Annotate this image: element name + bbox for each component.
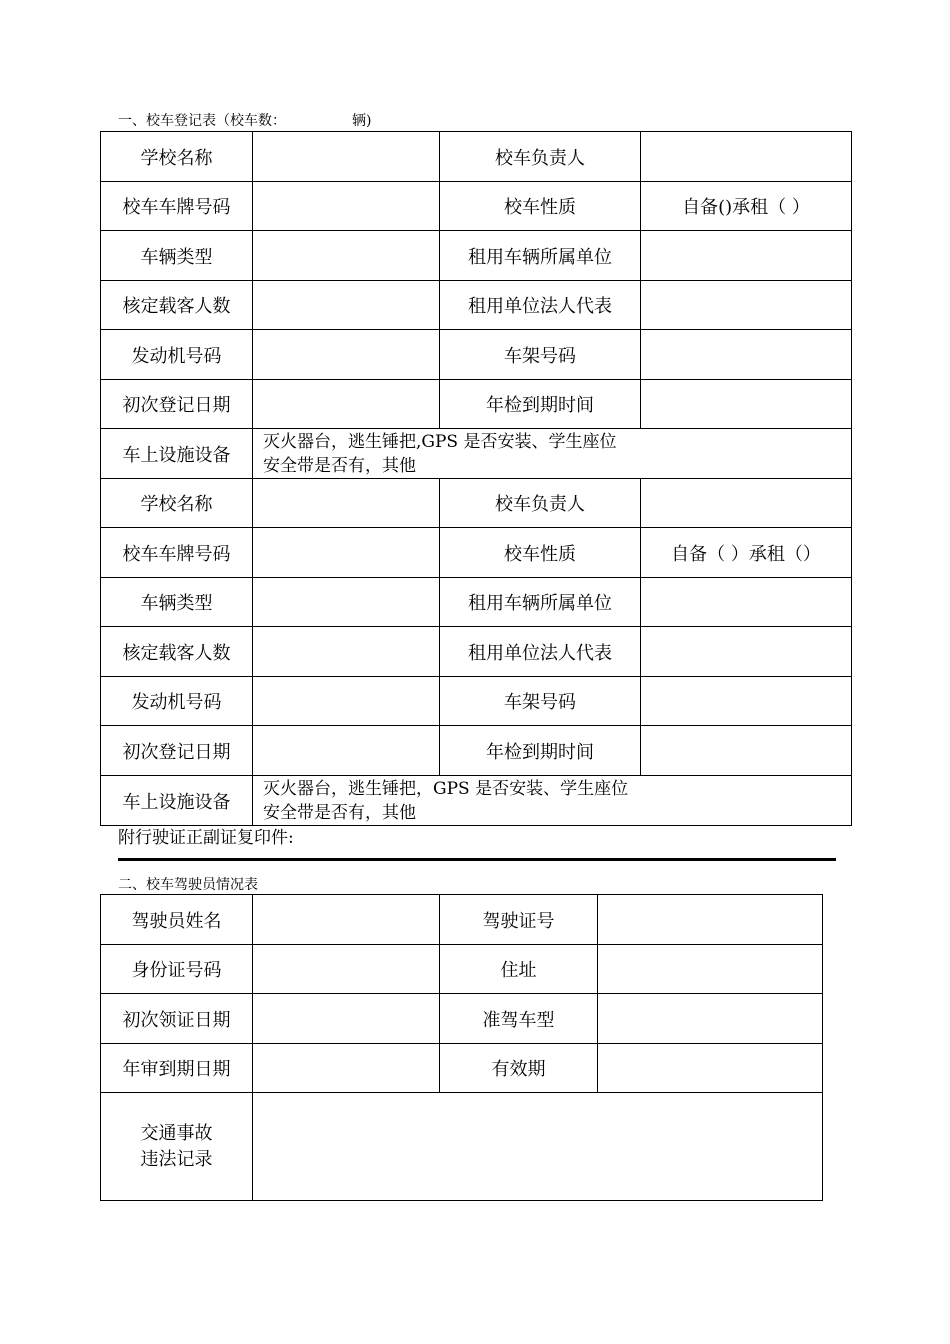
table-row <box>101 776 852 826</box>
license-no-field[interactable] <box>598 895 823 945</box>
id-no-field[interactable] <box>253 945 440 994</box>
table-row <box>101 578 852 627</box>
bus-manager-field[interactable] <box>641 479 852 528</box>
rental-rep-label: 租用单位法人代表 <box>440 281 641 330</box>
table-row <box>101 726 852 776</box>
attachment-note: 附行驶证正副证复印件: <box>118 828 294 848</box>
rental-unit-label: 租用车辆所属单位 <box>440 231 641 281</box>
table-row <box>101 528 852 578</box>
frame-no-field[interactable] <box>641 677 852 726</box>
driver-name-field[interactable] <box>253 895 440 945</box>
first-reg-label: 初次登记日期 <box>101 380 253 429</box>
plate-label: 校车车牌号码 <box>101 182 253 231</box>
table-row <box>101 1044 823 1093</box>
bus-manager-label: 校车负责人 <box>440 479 641 528</box>
address-field[interactable] <box>598 945 823 994</box>
vehicle-type-label: 车辆类型 <box>101 578 253 627</box>
review-field[interactable] <box>253 1044 440 1093</box>
table-row <box>101 945 823 994</box>
inspection-field[interactable] <box>641 726 852 776</box>
accident-label-line2: 违法记录 <box>140 1148 213 1170</box>
license-no-label: 驾驶证号 <box>440 895 598 945</box>
bus-manager-label: 校车负责人 <box>440 132 641 182</box>
driver-table <box>100 894 823 1201</box>
equipment-line1: 灭火器台，逃生锤把，GPS 是否安装、学生座位 <box>263 778 629 799</box>
engine-no-label: 发动机号码 <box>101 677 253 726</box>
table-row <box>101 330 852 380</box>
school-name-label: 学校名称 <box>101 479 253 528</box>
plate-field[interactable] <box>253 182 440 231</box>
nature-label: 校车性质 <box>440 528 641 578</box>
table-row <box>101 627 852 677</box>
section1-title-suffix: 辆) <box>352 113 372 129</box>
bus-manager-field[interactable] <box>641 132 852 182</box>
inspection-field[interactable] <box>641 380 852 429</box>
first-reg-field[interactable] <box>253 726 440 776</box>
accident-record-field[interactable] <box>253 1093 823 1201</box>
review-label: 年审到期日期 <box>101 1044 253 1093</box>
equipment-field[interactable] <box>253 429 852 479</box>
first-license-label: 初次领证日期 <box>101 994 253 1044</box>
school-name-field[interactable] <box>253 479 440 528</box>
school-name-field[interactable] <box>253 132 440 182</box>
table-row <box>101 182 852 231</box>
equipment-field[interactable] <box>253 776 852 826</box>
vehicle-type-label: 车辆类型 <box>101 231 253 281</box>
capacity-field[interactable] <box>253 281 440 330</box>
frame-no-label: 车架号码 <box>440 677 641 726</box>
section2-title: 二、校车驾驶员情况表 <box>118 877 258 893</box>
engine-no-field[interactable] <box>253 330 440 380</box>
first-reg-label: 初次登记日期 <box>101 726 253 776</box>
inspection-label: 年检到期时间 <box>440 726 641 776</box>
rental-unit-field[interactable] <box>641 231 852 281</box>
driver-name-label: 驾驶员姓名 <box>101 895 253 945</box>
rental-unit-label: 租用车辆所属单位 <box>440 578 641 627</box>
rental-rep-field[interactable] <box>641 281 852 330</box>
engine-no-label: 发动机号码 <box>101 330 253 380</box>
section1-title <box>118 113 371 129</box>
capacity-label: 核定载客人数 <box>101 281 253 330</box>
frame-no-field[interactable] <box>641 330 852 380</box>
table-row <box>101 380 852 429</box>
engine-no-field[interactable] <box>253 677 440 726</box>
rental-rep-label: 租用单位法人代表 <box>440 627 641 677</box>
validity-field[interactable] <box>598 1044 823 1093</box>
nature-label: 校车性质 <box>440 182 641 231</box>
nature-value[interactable]: 自备()承租（ ） <box>641 182 852 231</box>
first-reg-field[interactable] <box>253 380 440 429</box>
inspection-label: 年检到期时间 <box>440 380 641 429</box>
section-divider <box>118 858 836 861</box>
vehicle-class-field[interactable] <box>598 994 823 1044</box>
school-name-label: 学校名称 <box>101 132 253 182</box>
table-row <box>101 429 852 479</box>
vehicle-type-field[interactable] <box>253 231 440 281</box>
table-row <box>101 479 852 528</box>
equipment-label: 车上设施设备 <box>101 429 253 479</box>
vehicle-registration-table <box>100 131 852 826</box>
table-row <box>101 231 852 281</box>
accident-record-label <box>101 1093 253 1201</box>
vehicle-type-field[interactable] <box>253 578 440 627</box>
table-row <box>101 994 823 1044</box>
equipment-line2: 安全带是否有，其他 <box>263 802 416 823</box>
equipment-label: 车上设施设备 <box>101 776 253 826</box>
frame-no-label: 车架号码 <box>440 330 641 380</box>
capacity-field[interactable] <box>253 627 440 677</box>
equipment-line2: 安全带是否有，其他 <box>263 455 416 476</box>
validity-label: 有效期 <box>440 1044 598 1093</box>
first-license-field[interactable] <box>253 994 440 1044</box>
plate-label: 校车车牌号码 <box>101 528 253 578</box>
rental-unit-field[interactable] <box>641 578 852 627</box>
table-row <box>101 677 852 726</box>
id-no-label: 身份证号码 <box>101 945 253 994</box>
equipment-line1: 灭火器台，逃生锤把,GPS 是否安装、学生座位 <box>263 431 617 452</box>
table-row <box>101 895 823 945</box>
rental-rep-field[interactable] <box>641 627 852 677</box>
section1-title-prefix: 一、校车登记表（校车数： <box>118 113 286 129</box>
table-row <box>101 281 852 330</box>
table-row <box>101 1093 823 1201</box>
vehicle-class-label: 准驾车型 <box>440 994 598 1044</box>
plate-field[interactable] <box>253 528 440 578</box>
capacity-label: 核定载客人数 <box>101 627 253 677</box>
address-label: 住址 <box>440 945 598 994</box>
accident-label-line1: 交通事故 <box>140 1122 213 1144</box>
nature-value[interactable]: 自备（ ）承租（） <box>641 528 852 578</box>
table-row <box>101 132 852 182</box>
